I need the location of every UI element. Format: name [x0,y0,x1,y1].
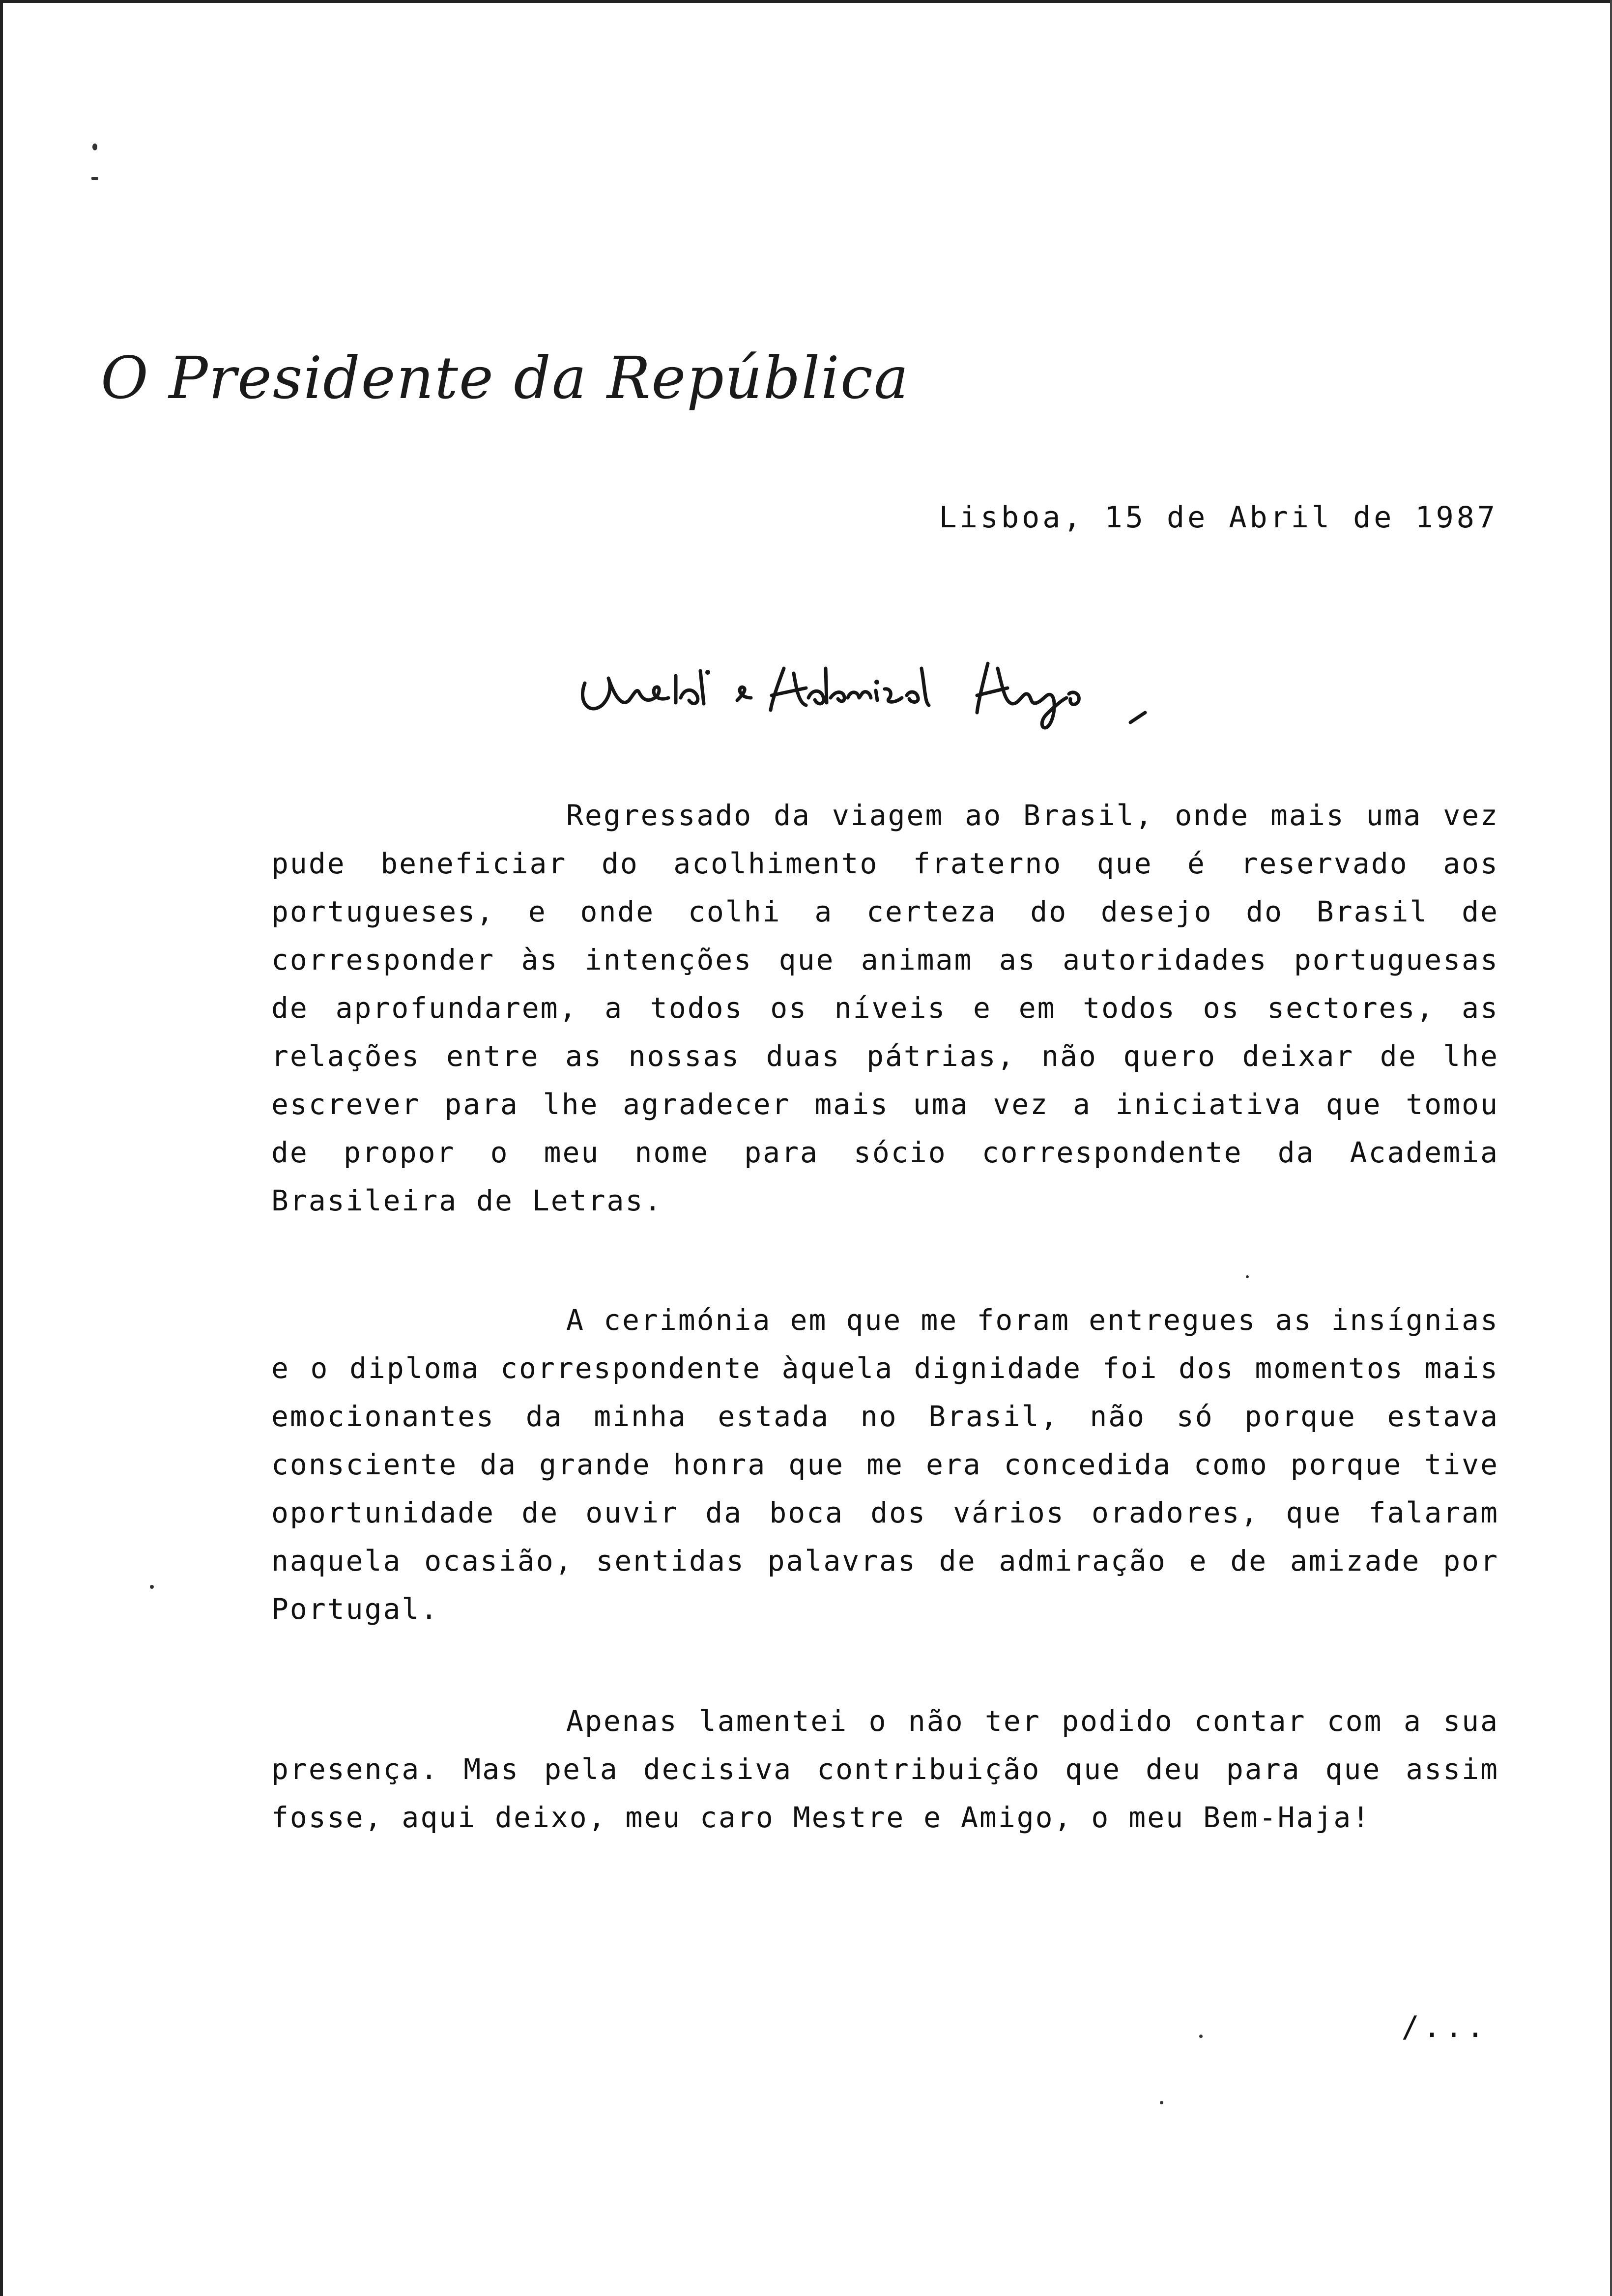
scan-edge-top [0,0,1612,3]
scan-speck [150,1585,154,1589]
scan-speck [1246,1275,1249,1278]
body-paragraph-2: A cerimónia em que me foram entregues as insígnias e o diploma correspondente àquela dignidade foi dos momentos mais emocionantes da minha estada no Brasil, não só porque estava consciente da grande honra que me era concedida como porque tive oportunidade de ouvir da boca dos vários oradores, que falaram naquela ocasião, sentidas palavras de admiração e de amizade por Portugal. [271,1303,1499,1626]
scan-speck [91,177,98,180]
scan-speck [1160,2101,1163,2104]
scan-edge-left [0,0,3,2296]
letterhead-title: O Presidente da República [101,344,910,412]
body-paragraph-3: Apenas lamentei o não ter podido contar com a sua presença. Mas pela decisiva contribuição que deu para que assim fosse, aqui deixo, meu caro Mestre e Amigo, o meu Bem-Haja! [271,1704,1499,1834]
continuation-mark: /... [1401,2010,1488,2044]
scan-speck [92,144,97,150]
salutation-handwriting [575,649,1288,732]
handwritten-salutation [575,649,1288,732]
body-paragraph-1: Regressado da viagem ao Brasil, onde mais uma vez pude beneficiar do acolhimento fraterno que é reservado aos portugueses, e onde colhi a certeza do desejo do Brasil de corresponder às intenções que animam as autoridades portuguesas de aprofundarem, a todos os níveis e em todos os sectores, as relações entre as nossas duas pátrias, não quero deixar de lhe escrever para lhe agradecer mais uma vez a iniciativa que tomou de propor o meu nome para sócio correspondente da Academia Brasileira de Letras. [271,799,1499,1217]
scan-edge-right [1610,0,1612,2296]
scan-speck [1199,2035,1203,2038]
letter-date: Lisboa, 15 de Abril de 1987 [939,500,1498,535]
